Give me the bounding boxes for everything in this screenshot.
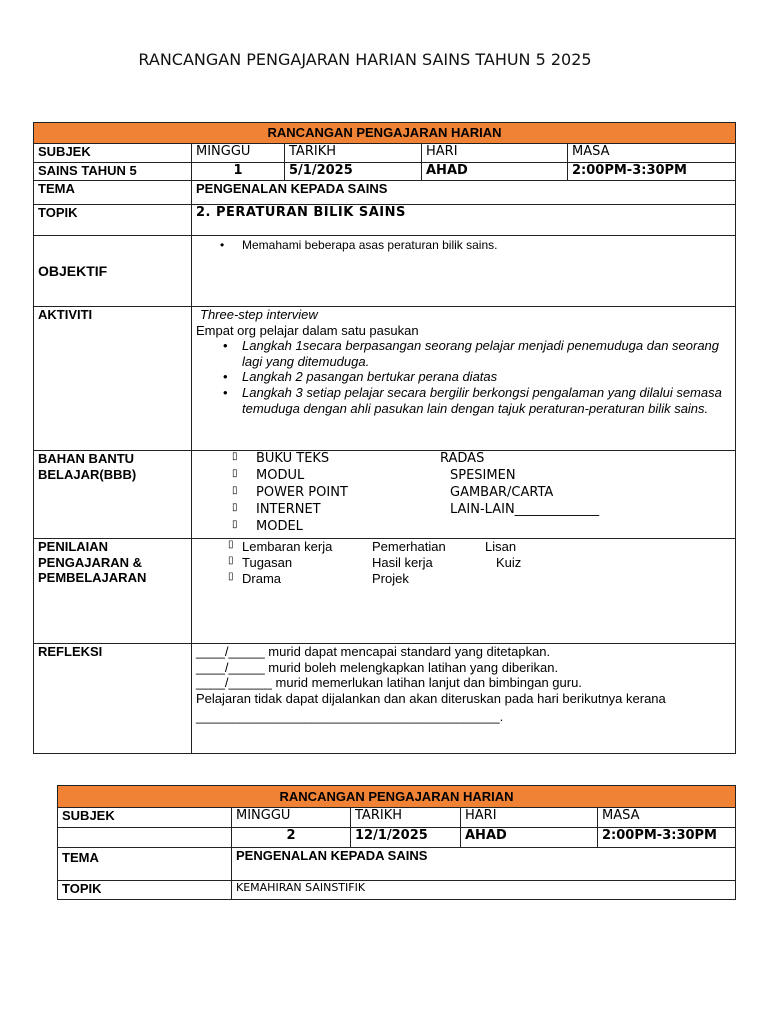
value-topik: 2. PERATURAN BILIK SAINS — [192, 205, 736, 236]
value-masa: 2:00PM-3:30PM — [568, 163, 736, 181]
aktiviti-step-1: • Langkah 1secara berpasangan seorang pelajar menjadi penemuduga dan seorang lagi yang ditemuduga. — [223, 338, 720, 369]
bbb-item: MODUL — [256, 468, 305, 483]
label-hari: HARI — [461, 808, 598, 828]
value-hari: AHAD — [422, 163, 568, 181]
refleksi-line: __________________________________________. — [196, 709, 504, 725]
label-minggu: MINGGU — [232, 808, 351, 828]
objektif-item: • Memahami beberapa asas peraturan bilik sains. — [220, 238, 498, 252]
document-title: RANCANGAN PENGAJARAN HARIAN SAINS TAHUN 5 2025 — [138, 50, 592, 69]
label-tarikh: TARIKH — [285, 144, 422, 163]
bbb-item: BUKU TEKS — [256, 451, 330, 466]
lesson-plan-table-1 — [33, 122, 736, 754]
penilaian-item: Hasil kerja — [372, 555, 433, 570]
value-tarikh: 5/1/2025 — [285, 163, 422, 181]
checkbox-icon: ▯ — [228, 555, 234, 566]
aktiviti-step-2: • Langkah 2 pasangan bertukar perana diatas — [223, 369, 498, 385]
label-objektif: OBJEKTIF — [34, 236, 192, 307]
label-topik: TOPIK — [34, 205, 192, 236]
bbb-item: GAMBAR/CARTA — [450, 485, 554, 500]
bbb-item: SPESIMEN — [450, 468, 516, 483]
penilaian-item: Projek — [372, 571, 409, 586]
bbb-item: INTERNET — [256, 502, 321, 517]
label-tarikh: TARIKH — [351, 808, 461, 828]
checkbox-icon: ▯ — [232, 468, 238, 479]
label-masa: MASA — [598, 808, 736, 828]
value-hari: AHAD — [461, 828, 598, 848]
penilaian-cell — [192, 539, 736, 644]
refleksi-line: ____/_____ murid boleh melengkapkan latihan yang diberikan. — [196, 659, 559, 675]
objektif-cell — [192, 236, 736, 307]
penilaian-item: Lisan — [485, 539, 517, 554]
checkbox-icon: ▯ — [232, 451, 238, 462]
value-subjek: SAINS TAHUN 5 — [34, 163, 192, 181]
label-tema: TEMA — [58, 848, 232, 881]
label-penilaian: PENILAIAN PENGAJARAN & PEMBELAJARAN — [34, 539, 192, 644]
bbb-item: LAIN-LAIN_____________ — [450, 502, 600, 517]
bbb-item: MODEL — [256, 519, 303, 534]
table-header: RANCANGAN PENGAJARAN HARIAN — [58, 786, 736, 808]
value-tema: PENGENALAN KEPADA SAINS — [192, 181, 736, 205]
penilaian-item: Kuiz — [496, 555, 522, 570]
bbb-item: RADAS — [440, 451, 485, 466]
label-masa: MASA — [568, 144, 736, 163]
refleksi-cell — [192, 644, 736, 754]
refleksi-line: Pelajaran tidak dapat dijalankan dan akan diteruskan pada hari berikutnya kerana — [196, 690, 666, 706]
label-refleksi: REFLEKSI — [34, 644, 192, 754]
penilaian-item: Drama — [242, 571, 282, 586]
aktiviti-cell — [192, 307, 736, 451]
bbb-cell — [192, 451, 736, 539]
label-subjek: SUBJEK — [58, 808, 232, 828]
value-minggu: 2 — [232, 828, 351, 848]
checkbox-icon: ▯ — [232, 502, 238, 513]
label-minggu: MINGGU — [192, 144, 285, 163]
label-hari: HARI — [422, 144, 568, 163]
refleksi-line: ____/______ murid memerlukan latihan lanjut dan bimbingan guru. — [196, 675, 582, 691]
label-subjek: SUBJEK — [34, 144, 192, 163]
value-masa: 2:00PM-3:30PM — [598, 828, 736, 848]
checkbox-icon: ▯ — [232, 519, 238, 530]
checkbox-icon: ▯ — [232, 485, 238, 496]
label-bbb: BAHAN BANTU BELAJAR(BBB) — [34, 451, 192, 539]
penilaian-item: Tugasan — [242, 555, 293, 570]
checkbox-icon: ▯ — [228, 571, 234, 582]
label-aktiviti: AKTIVITI — [34, 307, 192, 451]
checkbox-icon: ▯ — [228, 539, 234, 550]
value-topik: KEMAHIRAN SAINSTIFIK — [232, 881, 736, 900]
penilaian-item: Lembaran kerja — [242, 539, 333, 554]
lesson-plan-table-2 — [57, 785, 736, 900]
value-minggu: 1 — [192, 163, 285, 181]
refleksi-line: ____/_____ murid dapat mencapai standard yang ditetapkan. — [196, 644, 551, 659]
value-subjek-empty — [58, 828, 232, 848]
aktiviti-line-2: Empat org pelajar dalam satu pasukan — [196, 322, 419, 338]
value-tema: PENGENALAN KEPADA SAINS — [232, 848, 736, 881]
value-tarikh: 12/1/2025 — [351, 828, 461, 848]
penilaian-item: Pemerhatian — [372, 539, 446, 554]
aktiviti-line-1: Three-step interview — [200, 307, 318, 322]
aktiviti-step-3: • Langkah 3 setiap pelajar secara bergilir berkongsi pengalaman yang dilalui semasa temuduga dengan ahli pasukan lain dengan tajuk peraturan-peraturan bilik sains. — [223, 384, 722, 416]
label-topik: TOPIK — [58, 881, 232, 900]
table-header: RANCANGAN PENGAJARAN HARIAN — [34, 123, 736, 144]
label-tema: TEMA — [34, 181, 192, 205]
bbb-item: POWER POINT — [256, 485, 348, 500]
